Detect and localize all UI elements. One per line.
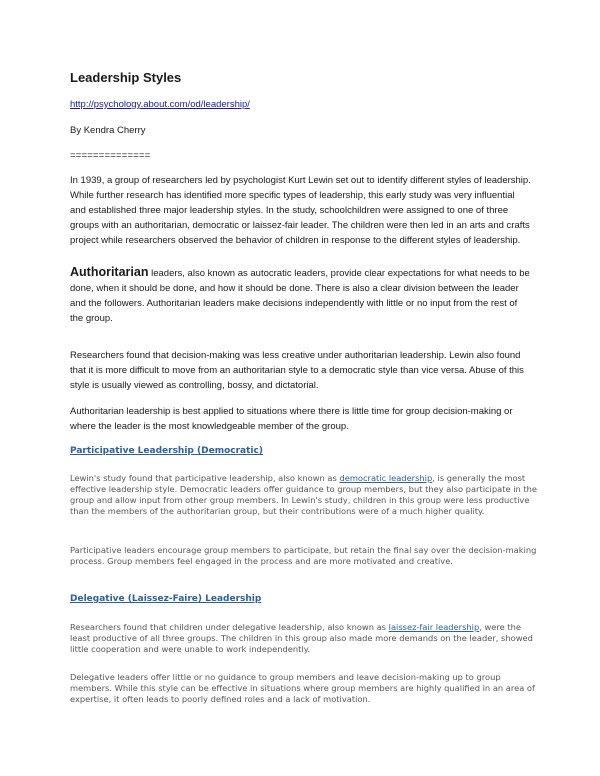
participative-paragraph-1: Lewin's study found that participative leadership, also known as democratic leadership, is generally the most effective leadership style. Democratic leaders offer guidance to group members, but they also participate in the group and allow input from other group members. In Lewin's study, children in this group were less productive than the members of the authoritarian group, but their contributions were of a much higher quality.: [70, 473, 538, 516]
authoritarian-heading: Authoritarian: [70, 265, 149, 279]
authoritarian-paragraph-3: Authoritarian leadership is best applied to situations where there is little time for group decision-making or where the leader is the most knowledgeable member of the group.: [70, 406, 513, 432]
authoritarian-paragraph: [70, 265, 532, 326]
authoritarian-text: leaders, also known as autocratic leaders, provide clear expectations for what needs to be done, when it should be done, and how it should be done. There is also a clear division between the leader and the followers. Authoritarian leaders make decisions independently with little or no input from the rest of the group.: [70, 268, 530, 324]
delegative-paragraph-1: Researchers found that children under delegative leadership, also known as laissez-fair leadership, were the least productive of all three groups. The children in this group also made more demands on the leader, showed little cooperation and were unable to work independently.: [70, 622, 533, 654]
intro-paragraph: In 1939, a group of researchers led by psychologist Kurt Lewin set out to identify different styles of leadership. While further research has identified more specific types of leadership, this early study was very influential and established three major leadership styles. In the study, schoolchildren were assigned to one of three groups with an authoritarian, democratic or laissez-fair leader. The children were then led in an arts and crafts project while researchers observed the behavior of children in response to the different styles of leadership.: [70, 175, 531, 246]
author-byline: By Kendra Cherry: [70, 125, 146, 136]
participative-heading[interactable]: Participative Leadership (Democratic): [70, 446, 263, 456]
laissez-fair-leadership-link[interactable]: laissez-fair leadership: [388, 622, 480, 632]
participative-paragraph-2: Participative leaders encourage group members to participate, but retain the final say over the decision-making process. Group members feel engaged in the process and are more motivated and creative.: [70, 545, 537, 566]
document-title: Leadership Styles: [70, 70, 182, 85]
democratic-leadership-link[interactable]: democratic leadership: [339, 473, 433, 483]
delegative-heading[interactable]: Delegative (Laissez-Faire) Leadership: [70, 594, 262, 604]
source-link[interactable]: http://psychology.about.com/od/leadership/: [70, 99, 250, 110]
delegative-paragraph-2: Delegative leaders offer little or no guidance to group members and leave decision-making up to group members. While this style can be effective in situations where group members are highly qualified in an area of expertise, it often leads to poorly defined roles and a lack of motivation.: [70, 672, 535, 704]
authoritarian-paragraph-2: Researchers found that decision-making was less creative under authoritarian leadership. Lewin also found that it is more difficult to move from an authoritarian style to a democratic style than vice versa. Abuse of this style is usually viewed as controlling, bossy, and dictatorial.: [70, 350, 524, 391]
separator-line: ==============: [70, 150, 151, 161]
